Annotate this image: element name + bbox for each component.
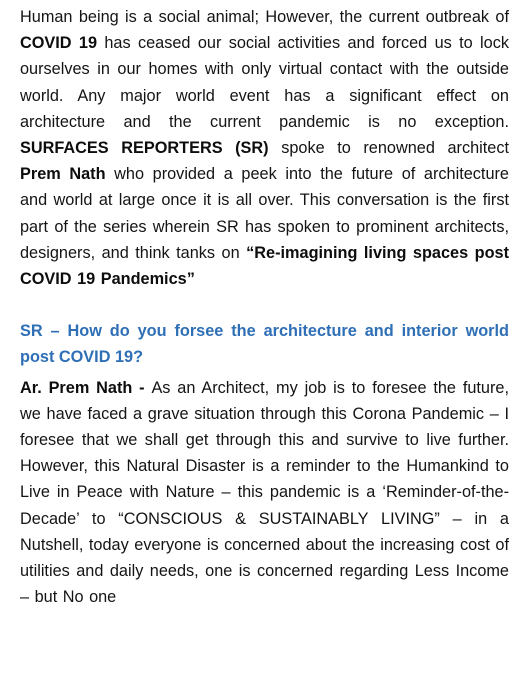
intro-text-3: spoke to renowned architect [268, 139, 509, 158]
intro-bold-covid: COVID 19 [20, 34, 98, 53]
intro-text-1: Human being is a social animal; However, the current outbreak of [20, 8, 509, 26]
intro-bold-publication: SURFACES REPORTERS (SR) [20, 139, 269, 158]
intro-text-4: who provided a peek into the future of architecture and world at large once it is all over. This conversation is the first part of the series wherein SR has spoken to prominent architects, designers, and think tanks on [20, 165, 509, 262]
answer-text: As an Architect, my job is to foresee the future, we have faced a grave situation through this Corona Pandemic – I foresee that we shall get through this and survive to live further. However, this Natural Disaster is a reminder to the Humankind to Live in Peace with Nature – this pandemic is a ‘Reminder-of-the-Decade’ to “CONSCIOUS & SUSTAINABLY LIVING” – in a Nutshell, today everyone is concerned about the increasing cost of utilities and daily needs, one is concerned regarding Less Income – but No one [20, 378, 509, 607]
answer-speaker: Ar. Prem Nath - [20, 378, 152, 397]
intro-bold-series-title: “Re-imagining living spaces post COVID 19 Pandemics” [20, 243, 509, 289]
article-page [20, 0, 509, 610]
intro-text-2: has ceased our social activities and forced us to lock ourselves in our homes with only virtual contact with the outside world. Any major world event has a significant effect on architecture and the current pandemic is no exception. [20, 34, 509, 131]
intro-bold-architect: Prem Nath [20, 165, 106, 184]
interview-question: SR – How do you forsee the architecture and interior world post COVID 19? [20, 322, 509, 367]
intro-paragraph [20, 0, 509, 292]
interview-answer [20, 375, 509, 611]
